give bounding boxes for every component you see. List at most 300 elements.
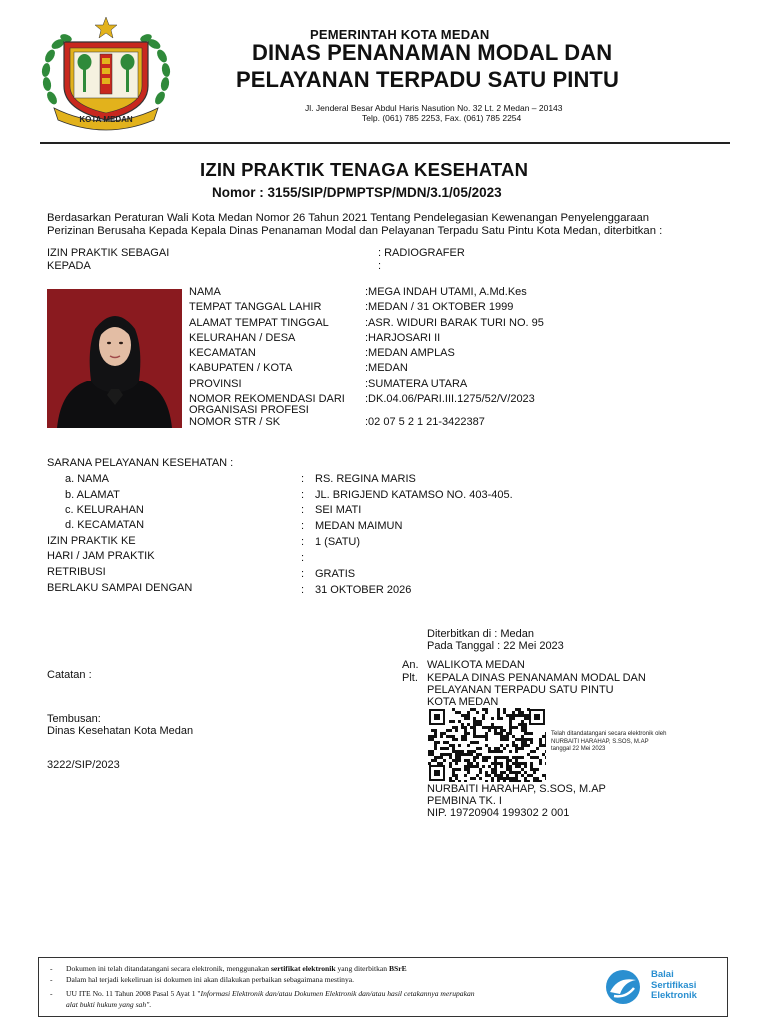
qr-module	[476, 720, 479, 723]
qr-module	[431, 759, 434, 762]
qr-module	[464, 714, 467, 717]
qr-module	[473, 765, 476, 768]
qr-module	[509, 726, 512, 729]
qr-module	[506, 759, 509, 762]
qr-module	[506, 735, 509, 738]
qr-module	[458, 768, 461, 771]
qr-module	[521, 747, 524, 750]
intro-paragraph	[47, 212, 723, 238]
qr-module	[506, 774, 509, 777]
person-name-value: :MEGA INDAH UTAMI, A.Md.Kes	[365, 286, 527, 298]
qr-module	[455, 756, 458, 759]
qr-module	[521, 723, 524, 726]
qr-module	[497, 747, 500, 750]
qr-module	[437, 762, 440, 765]
agency-phone: Telp. (061) 785 2253, Fax. (061) 785 2254	[362, 113, 522, 123]
agency-name-line1: DINAS PENANAMAN MODAL DAN	[252, 40, 613, 65]
qr-module	[509, 732, 512, 735]
qr-module	[485, 756, 488, 759]
qr-module	[515, 765, 518, 768]
qr-module	[500, 729, 503, 732]
qr-module	[521, 714, 524, 717]
qr-module	[503, 729, 506, 732]
person-str-value: :02 07 5 2 1 21-3422387	[365, 416, 485, 428]
qr-module	[545, 756, 546, 759]
qr-module	[485, 774, 488, 777]
qr-module	[470, 753, 473, 756]
qr-module	[530, 774, 533, 777]
qr-module	[497, 756, 500, 759]
qr-module	[431, 750, 434, 753]
bsre-line1: Balai	[651, 969, 674, 980]
qr-module	[461, 738, 464, 741]
kota-medan-logo	[36, 16, 176, 134]
qr-module	[461, 753, 464, 756]
qr-module	[479, 723, 482, 726]
qr-module	[458, 720, 461, 723]
qr-module	[509, 771, 512, 774]
qr-module	[476, 753, 479, 756]
esign-note	[551, 731, 666, 754]
qr-module	[506, 765, 509, 768]
qr-module	[515, 759, 518, 762]
qr-module	[542, 753, 545, 756]
qr-module	[473, 741, 476, 744]
qr-module	[521, 726, 524, 729]
qr-module	[536, 768, 539, 771]
document-number: Nomor : 3155/SIP/DPMPTSP/MDN/3.1/05/2023	[212, 185, 502, 200]
qr-module	[530, 741, 533, 744]
qr-module	[533, 768, 536, 771]
qr-module	[449, 753, 452, 756]
qr-module	[530, 765, 533, 768]
qr-module	[524, 765, 527, 768]
qr-module	[440, 732, 443, 735]
qr-module	[434, 735, 437, 738]
qr-module	[479, 768, 482, 771]
qr-module	[473, 720, 476, 723]
qr-module	[452, 768, 455, 771]
qr-module	[539, 744, 542, 747]
qr-module	[443, 747, 446, 750]
qr-module	[440, 747, 443, 750]
tembusan-recipient: Dinas Kesehatan Kota Medan	[47, 725, 194, 737]
qr-module	[437, 756, 440, 759]
qr-module	[464, 735, 467, 738]
qr-module	[503, 708, 506, 711]
footer-disclaimer	[50, 963, 590, 1010]
qr-module	[443, 753, 446, 756]
qr-module	[428, 735, 431, 738]
qr-module	[491, 750, 494, 753]
facility-name-label: a. NAMA	[65, 473, 110, 485]
qr-module	[452, 720, 455, 723]
facility-kecamatan-label: d. KECAMATAN	[65, 519, 145, 531]
notes-label: Catatan :	[47, 669, 92, 681]
qr-module	[482, 735, 485, 738]
qr-module	[497, 732, 500, 735]
qr-module	[464, 732, 467, 735]
qr-module	[455, 762, 458, 765]
qr-module	[518, 756, 521, 759]
qr-module	[512, 744, 515, 747]
qr-module	[467, 753, 470, 756]
qr-module	[473, 726, 476, 729]
person-str-label: NOMOR STR / SK	[189, 416, 281, 428]
qr-module	[464, 759, 467, 762]
permit-as-label: IZIN PRAKTIK SEBAGAI	[47, 247, 170, 259]
facility-heading: SARANA PELAYANAN KESEHATAN :	[47, 457, 234, 469]
qr-module	[449, 756, 452, 759]
qr-module	[497, 717, 500, 720]
qr-module	[524, 777, 527, 780]
qr-module	[467, 723, 470, 726]
qr-module	[512, 762, 515, 765]
qr-module	[464, 726, 467, 729]
qr-module	[506, 777, 509, 780]
agency-name-line2: PELAYANAN TERPADU SATU PINTU	[236, 67, 619, 92]
qr-module	[503, 711, 506, 714]
qr-module	[464, 717, 467, 720]
qr-module	[467, 750, 470, 753]
qr-module	[500, 732, 503, 735]
qr-module	[455, 738, 458, 741]
qr-module	[500, 756, 503, 759]
qr-module	[485, 738, 488, 741]
qr-module	[473, 777, 476, 780]
qr-module	[545, 777, 546, 780]
signer-name: NURBAITI HARAHAP, S.SOS, M.AP	[427, 783, 606, 795]
qr-module	[497, 750, 500, 753]
person-rekomendasi-label: NOMOR REKOMENDASI DARI	[189, 393, 345, 405]
reference-number: 3222/SIP/2023	[47, 759, 120, 771]
qr-module	[467, 732, 470, 735]
qr-module	[515, 771, 518, 774]
qr-module	[515, 750, 518, 753]
bsre-wordmark	[651, 970, 697, 1002]
qr-module	[434, 744, 437, 747]
qr-module	[455, 726, 458, 729]
qr-module	[455, 753, 458, 756]
qr-module	[500, 762, 503, 765]
qr-module	[434, 729, 437, 732]
facility-kelurahan-colon: :	[301, 504, 305, 516]
qr-module	[452, 771, 455, 774]
qr-module	[455, 774, 458, 777]
qr-module	[482, 756, 485, 759]
head-title-line3: KOTA MEDAN	[427, 696, 499, 708]
qr-module	[530, 750, 533, 753]
qr-module	[476, 765, 479, 768]
government-name: PEMERINTAH KOTA MEDAN	[310, 27, 490, 42]
qr-module	[473, 723, 476, 726]
qr-module	[515, 762, 518, 765]
tembusan-label: Tembusan:	[47, 713, 101, 725]
qr-module	[521, 729, 524, 732]
qr-module	[449, 762, 452, 765]
qr-module	[482, 714, 485, 717]
qr-module	[518, 765, 521, 768]
qr-module	[524, 714, 527, 717]
qr-module	[506, 732, 509, 735]
qr-module	[515, 726, 518, 729]
qr-module	[524, 771, 527, 774]
qr-module	[509, 714, 512, 717]
qr-module	[533, 750, 536, 753]
facility-address-colon: :	[301, 489, 305, 501]
qr-module	[452, 735, 455, 738]
qr-module	[467, 714, 470, 717]
qr-module	[449, 720, 452, 723]
document-title: IZIN PRAKTIK TENAGA KESEHATAN	[200, 159, 529, 180]
qr-module	[500, 744, 503, 747]
qr-module	[464, 729, 467, 732]
qr-module	[530, 768, 533, 771]
qr-module	[512, 726, 515, 729]
qr-module	[497, 762, 500, 765]
qr-module	[479, 771, 482, 774]
qr-module	[509, 717, 512, 720]
qr-module	[482, 765, 485, 768]
qr-module	[479, 735, 482, 738]
qr-module	[494, 747, 497, 750]
qr-module	[506, 714, 509, 717]
qr-module	[449, 729, 452, 732]
qr-module	[494, 726, 497, 729]
person-provinsi-value: :SUMATERA UTARA	[365, 378, 468, 390]
qr-module	[512, 741, 515, 744]
facility-address-label: b. ALAMAT	[65, 489, 120, 501]
qr-module	[449, 777, 452, 780]
qr-module	[539, 759, 542, 762]
qr-module	[521, 738, 524, 741]
qr-module	[488, 765, 491, 768]
plt-label: Plt.	[402, 672, 418, 684]
qr-module	[458, 759, 461, 762]
qr-module	[473, 732, 476, 735]
qr-module	[506, 768, 509, 771]
qr-module	[536, 756, 539, 759]
facility-kelurahan-value: SEI MATI	[315, 504, 362, 516]
qr-module	[494, 756, 497, 759]
qr-module	[482, 726, 485, 729]
qr-module	[506, 738, 509, 741]
person-kecamatan-label: KECAMATAN	[189, 347, 256, 359]
footer-line-1: - Dokumen ini telah ditandatangani secara elektronik, menggunakan sertifikat elektronik yang diterbitkan BSrE	[50, 963, 590, 974]
qr-module	[446, 735, 449, 738]
qr-module	[524, 732, 527, 735]
qr-module	[476, 735, 479, 738]
retribution-label: RETRIBUSI	[47, 566, 106, 578]
qr-module	[503, 735, 506, 738]
qr-module	[518, 738, 521, 741]
qr-module	[467, 768, 470, 771]
qr-module	[491, 771, 494, 774]
qr-module	[479, 753, 482, 756]
qr-module	[434, 756, 437, 759]
qr-module	[479, 747, 482, 750]
qr-module	[428, 738, 431, 741]
qr-module	[494, 765, 497, 768]
qr-module	[473, 729, 476, 732]
head-title-line2: PELAYANAN TERPADU SATU PINTU	[427, 684, 614, 696]
qr-module	[482, 759, 485, 762]
qr-module	[530, 756, 533, 759]
qr-module	[476, 774, 479, 777]
qr-module	[482, 717, 485, 720]
qr-module	[485, 759, 488, 762]
qr-module	[536, 777, 539, 780]
qr-module	[461, 735, 464, 738]
qr-module	[524, 723, 527, 726]
qr-module	[488, 747, 491, 750]
qr-module	[494, 771, 497, 774]
applicant-photo	[47, 289, 182, 428]
qr-module	[509, 750, 512, 753]
qr-module	[434, 759, 437, 762]
an-label: An.	[402, 659, 419, 671]
qr-module	[452, 774, 455, 777]
logo-star	[95, 17, 117, 38]
qr-module	[539, 762, 542, 765]
qr-module	[497, 777, 500, 780]
qr-module	[431, 753, 434, 756]
qr-module	[434, 747, 437, 750]
qr-module	[509, 723, 512, 726]
qr-module	[440, 762, 443, 765]
qr-module	[545, 732, 546, 735]
facility-name-colon: :	[301, 473, 305, 485]
qr-module	[518, 747, 521, 750]
qr-module	[440, 735, 443, 738]
qr-module	[521, 762, 524, 765]
qr-module	[491, 726, 494, 729]
qr-module	[455, 729, 458, 732]
agency-address: Jl. Jenderal Besar Abdul Haris Nasution No. 32 Lt. 2 Medan – 20143	[305, 103, 563, 113]
qr-module	[506, 762, 509, 765]
qr-module	[518, 762, 521, 765]
issued-date: Pada Tanggal : 22 Mei 2023	[427, 640, 564, 652]
qr-module	[485, 726, 488, 729]
qr-module	[461, 714, 464, 717]
qr-module	[461, 726, 464, 729]
practice-hours-colon: :	[301, 552, 305, 564]
qr-module	[503, 747, 506, 750]
practice-hours-label: HARI / JAM PRAKTIK	[47, 550, 155, 562]
footer-line-2: - Dalam hal terjadi kekeliruan isi dokumen ini akan dilakukan perbaikan sebagaimana mestinya.	[50, 974, 590, 985]
qr-module	[431, 729, 434, 732]
qr-module	[470, 750, 473, 753]
practice-count-colon: :	[301, 536, 305, 548]
qr-module	[485, 744, 488, 747]
qr-module	[497, 726, 500, 729]
qr-module	[521, 711, 524, 714]
qr-module	[440, 756, 443, 759]
qr-module	[473, 756, 476, 759]
esign-note-line3: tanggal 22 Mei 2023	[551, 746, 606, 752]
qr-module	[515, 708, 518, 711]
qr-module	[458, 750, 461, 753]
qr-module	[494, 774, 497, 777]
qr-module	[458, 711, 461, 714]
qr-module	[485, 711, 488, 714]
qr-module	[476, 723, 479, 726]
facility-name-value: RS. REGINA MARIS	[315, 473, 416, 485]
intro-line-2: Perizinan Berusaha Kepada Kepala Dinas Penanaman Modal dan Pelayanan Terpadu Satu Pintu Kota Medan, diterbitkan :	[47, 225, 663, 237]
qr-module	[482, 708, 485, 711]
qr-module	[542, 774, 545, 777]
person-kota-value: :MEDAN	[365, 362, 408, 374]
qr-module	[476, 711, 479, 714]
person-rekomendasi-value: :DK.04.06/PARI.III.1275/52/V/2023	[365, 393, 535, 405]
qr-module	[467, 765, 470, 768]
permit-as-value: : RADIOGRAFER	[378, 247, 465, 259]
qr-module	[530, 732, 533, 735]
qr-module	[509, 729, 512, 732]
qr-module	[533, 771, 536, 774]
qr-module	[473, 735, 476, 738]
qr-module	[467, 711, 470, 714]
qr-module	[455, 777, 458, 780]
qr-module	[539, 738, 542, 741]
qr-module	[500, 735, 503, 738]
practice-count-value: 1 (SATU)	[315, 536, 361, 548]
qr-module	[509, 720, 512, 723]
qr-module	[506, 756, 509, 759]
qr-module	[485, 708, 488, 711]
qr-module	[527, 753, 530, 756]
qr-module	[488, 750, 491, 753]
qr-module	[494, 759, 497, 762]
qr-module	[509, 765, 512, 768]
qr-module	[467, 771, 470, 774]
qr-module	[452, 759, 455, 762]
person-name-label: NAMA	[189, 286, 221, 298]
qr-module	[512, 735, 515, 738]
qr-module	[455, 768, 458, 771]
qr-module	[518, 723, 521, 726]
qr-module	[545, 735, 546, 738]
qr-module	[494, 732, 497, 735]
qr-module	[524, 741, 527, 744]
qr-module	[500, 726, 503, 729]
valid-until-colon: :	[301, 584, 305, 596]
person-rekomendasi-label-2: ORGANISASI PROFESI	[189, 404, 309, 416]
qr-module	[452, 708, 455, 711]
qr-module	[527, 732, 530, 735]
qr-module	[512, 717, 515, 720]
qr-module	[452, 726, 455, 729]
issued-place: Diterbitkan di : Medan	[427, 628, 534, 640]
qr-module	[449, 744, 452, 747]
qr-module	[491, 768, 494, 771]
qr-module	[524, 762, 527, 765]
qr-module	[446, 729, 449, 732]
qr-module	[524, 738, 527, 741]
qr-module	[488, 729, 491, 732]
qr-module	[458, 756, 461, 759]
person-birth-label: TEMPAT TANGGAL LAHIR	[189, 301, 322, 313]
qr-module	[509, 759, 512, 762]
qr-module	[476, 747, 479, 750]
person-address-label: ALAMAT TEMPAT TINGGAL	[189, 317, 329, 329]
qr-module	[470, 762, 473, 765]
qr-module	[473, 717, 476, 720]
qr-module	[500, 750, 503, 753]
qr-module	[518, 714, 521, 717]
qr-module	[437, 741, 440, 744]
header-divider	[40, 142, 730, 144]
